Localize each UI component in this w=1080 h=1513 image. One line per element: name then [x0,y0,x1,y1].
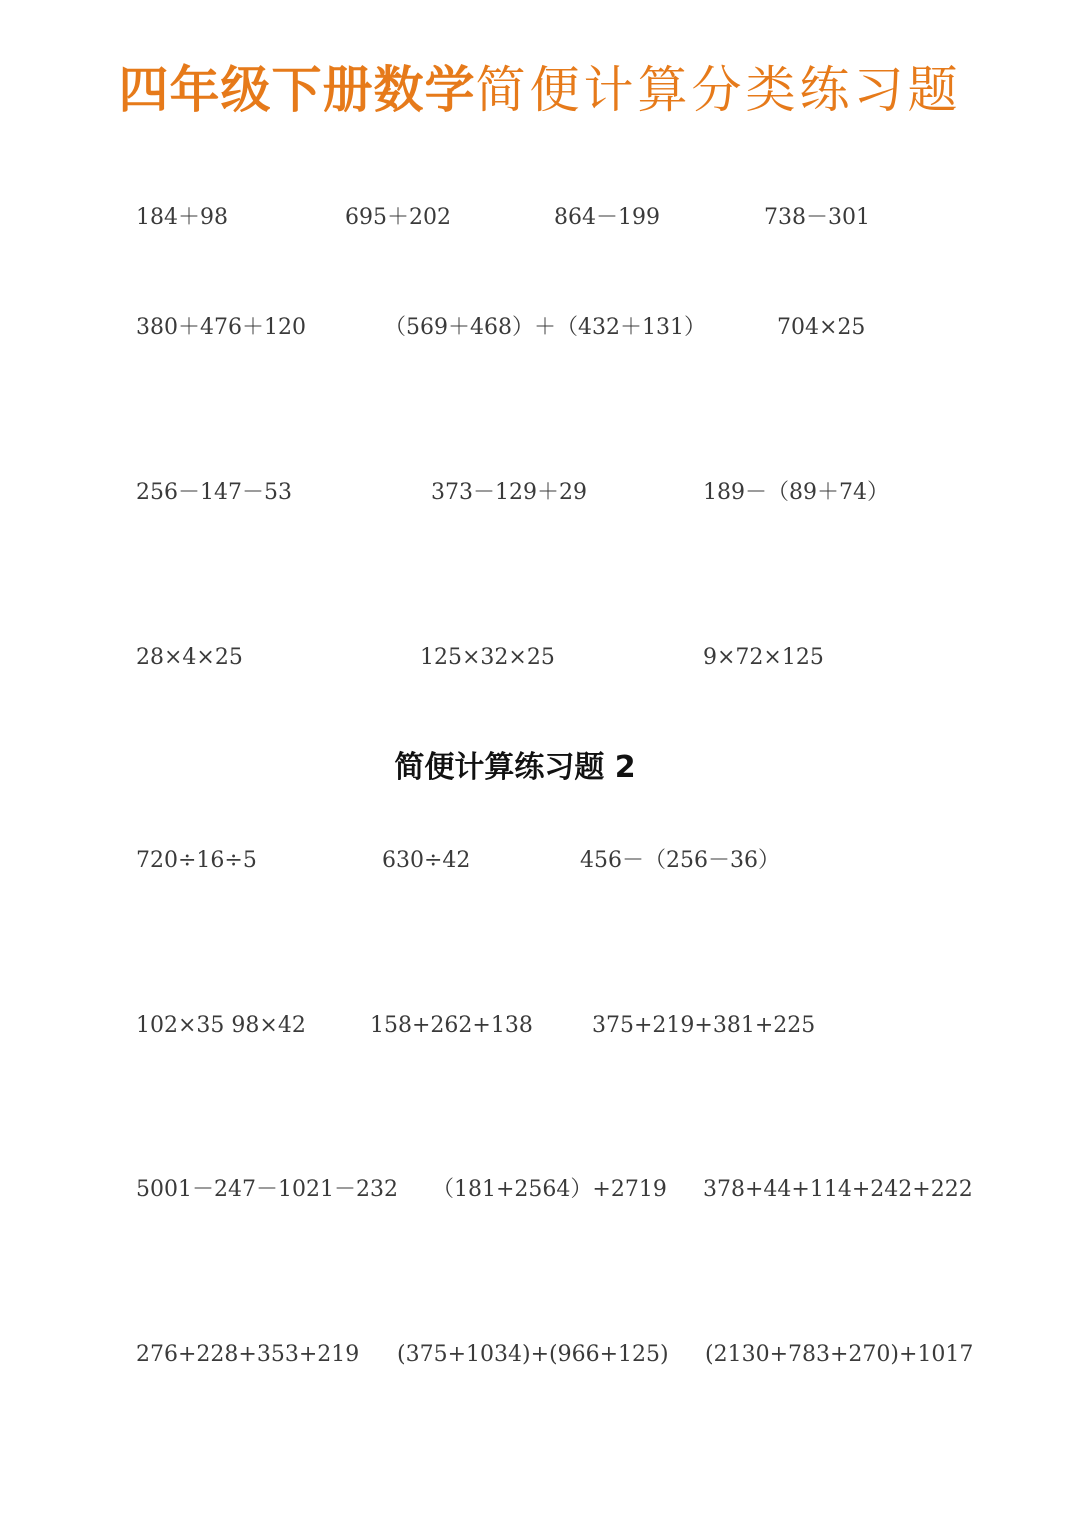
problem-8-1: 276+228+353+219 [136,1342,360,1367]
problem-7-1: 5001－247－1021－232 [136,1177,398,1202]
problem-1-3: 864－199 [554,205,660,230]
problem-6-3: 375+219+381+225 [592,1013,816,1038]
page-title-bold: 四年级下册数学 [118,61,476,119]
problem-3-1: 256－147－53 [136,480,292,505]
problem-4-2: 125×32×25 [420,645,555,670]
problem-7-3: 378+44+114+242+222 [703,1177,973,1202]
problem-6-1: 102×35 98×42 [136,1013,306,1038]
problem-1-1: 184＋98 [136,205,228,230]
problem-2-3: 704×25 [777,315,866,340]
problem-6-2: 158+262+138 [370,1013,533,1038]
problem-1-2: 695＋202 [345,205,451,230]
problem-3-3: 189－（89＋74） [703,480,889,505]
problem-1-4: 738－301 [764,205,870,230]
problem-4-3: 9×72×125 [703,645,824,670]
problem-3-2: 373－129＋29 [431,480,587,505]
problem-7-2: （181+2564）+2719 [432,1177,667,1202]
problem-2-2: （569＋468）＋（432＋131） [384,315,706,340]
problem-5-2: 630÷42 [382,848,471,873]
problem-4-1: 28×4×25 [136,645,243,670]
page-title-light: 简便计算分类练习题 [475,61,962,119]
problem-8-2: (375+1034)+(966+125) [397,1342,669,1367]
problem-5-1: 720÷16÷5 [136,848,257,873]
problem-5-3: 456－（256－36） [580,848,780,873]
section-heading: 简便计算练习题 2 [394,750,636,785]
page-title [0,58,1080,122]
problem-2-1: 380＋476＋120 [136,315,306,340]
problem-8-3: (2130+783+270)+1017 [705,1342,974,1367]
